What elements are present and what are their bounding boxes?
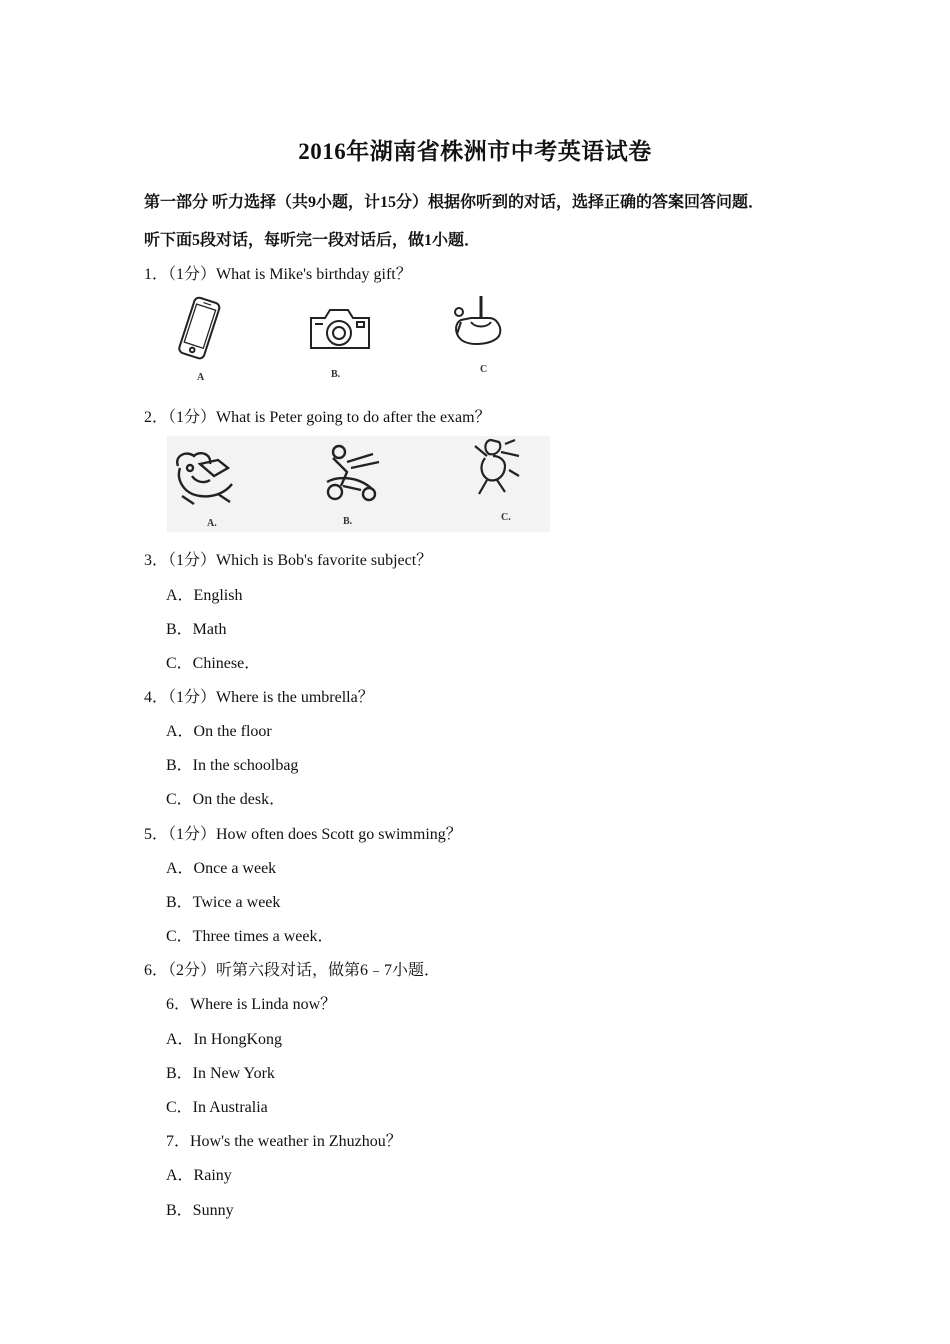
figure-label-b: B. (331, 369, 341, 380)
option-b: B．Sunny (166, 1202, 234, 1219)
dancing-picture (465, 436, 525, 500)
figure-label-c: C (480, 364, 488, 375)
option-b: B．In the schoolbag (166, 757, 299, 774)
option-c: C．Chinese． (166, 655, 261, 672)
option-b: B．In New York (166, 1065, 275, 1082)
sub-question-6: 6．Where is Linda now？ (166, 996, 337, 1013)
section-instruction: 听下面5段对话，每听完一段对话后，做1小题． (144, 232, 481, 249)
question-1: 1．（1分）What is Mike's birthday gift？ (144, 266, 412, 283)
section-heading: 第一部分 听力选择（共9小题，计15分）根据你听到的对话，选择正确的答案回答问题． (144, 194, 765, 211)
option-c: C．In Australia (166, 1099, 268, 1116)
figure-label-a: A. (207, 518, 217, 529)
question-4: 4．（1分）Where is the umbrella？ (144, 689, 374, 706)
option-a: A．Once a week (166, 860, 277, 877)
option-c: C．Three times a week． (166, 928, 334, 945)
figure-label-b: B. (343, 516, 353, 527)
smartphone-picture (169, 294, 229, 364)
option-a: A．In HongKong (166, 1031, 282, 1048)
sub-question-7: 7．How's the weather in Zhuzhou？ (166, 1133, 402, 1150)
option-b: B．Math (166, 621, 227, 638)
figure-label-a: A (197, 372, 205, 383)
option-c: C．On the desk． (166, 791, 286, 808)
cycling-picture (317, 442, 387, 506)
toy-picture (447, 292, 507, 356)
figure-label-c: C. (501, 512, 511, 523)
option-a: A．On the floor (166, 723, 272, 740)
page-title: 2016年湖南省株洲市中考英语试卷 (298, 139, 652, 164)
reading-picture (170, 446, 240, 510)
option-a: A．Rainy (166, 1167, 232, 1184)
camera-picture (305, 300, 375, 360)
question-2: 2．（1分）What is Peter going to do after the exam？ (144, 409, 491, 426)
question-5: 5．（1分）How often does Scott go swimming？ (144, 826, 462, 843)
option-b: B．Twice a week (166, 894, 281, 911)
question-6: 6．（2分）听第六段对话，做第6﹣7小题． (144, 962, 441, 979)
question-2-figures (167, 436, 550, 532)
question-3: 3．（1分）Which is Bob's favorite subject？ (144, 552, 433, 569)
option-a: A．English (166, 587, 243, 604)
question-1-figures (167, 292, 550, 384)
